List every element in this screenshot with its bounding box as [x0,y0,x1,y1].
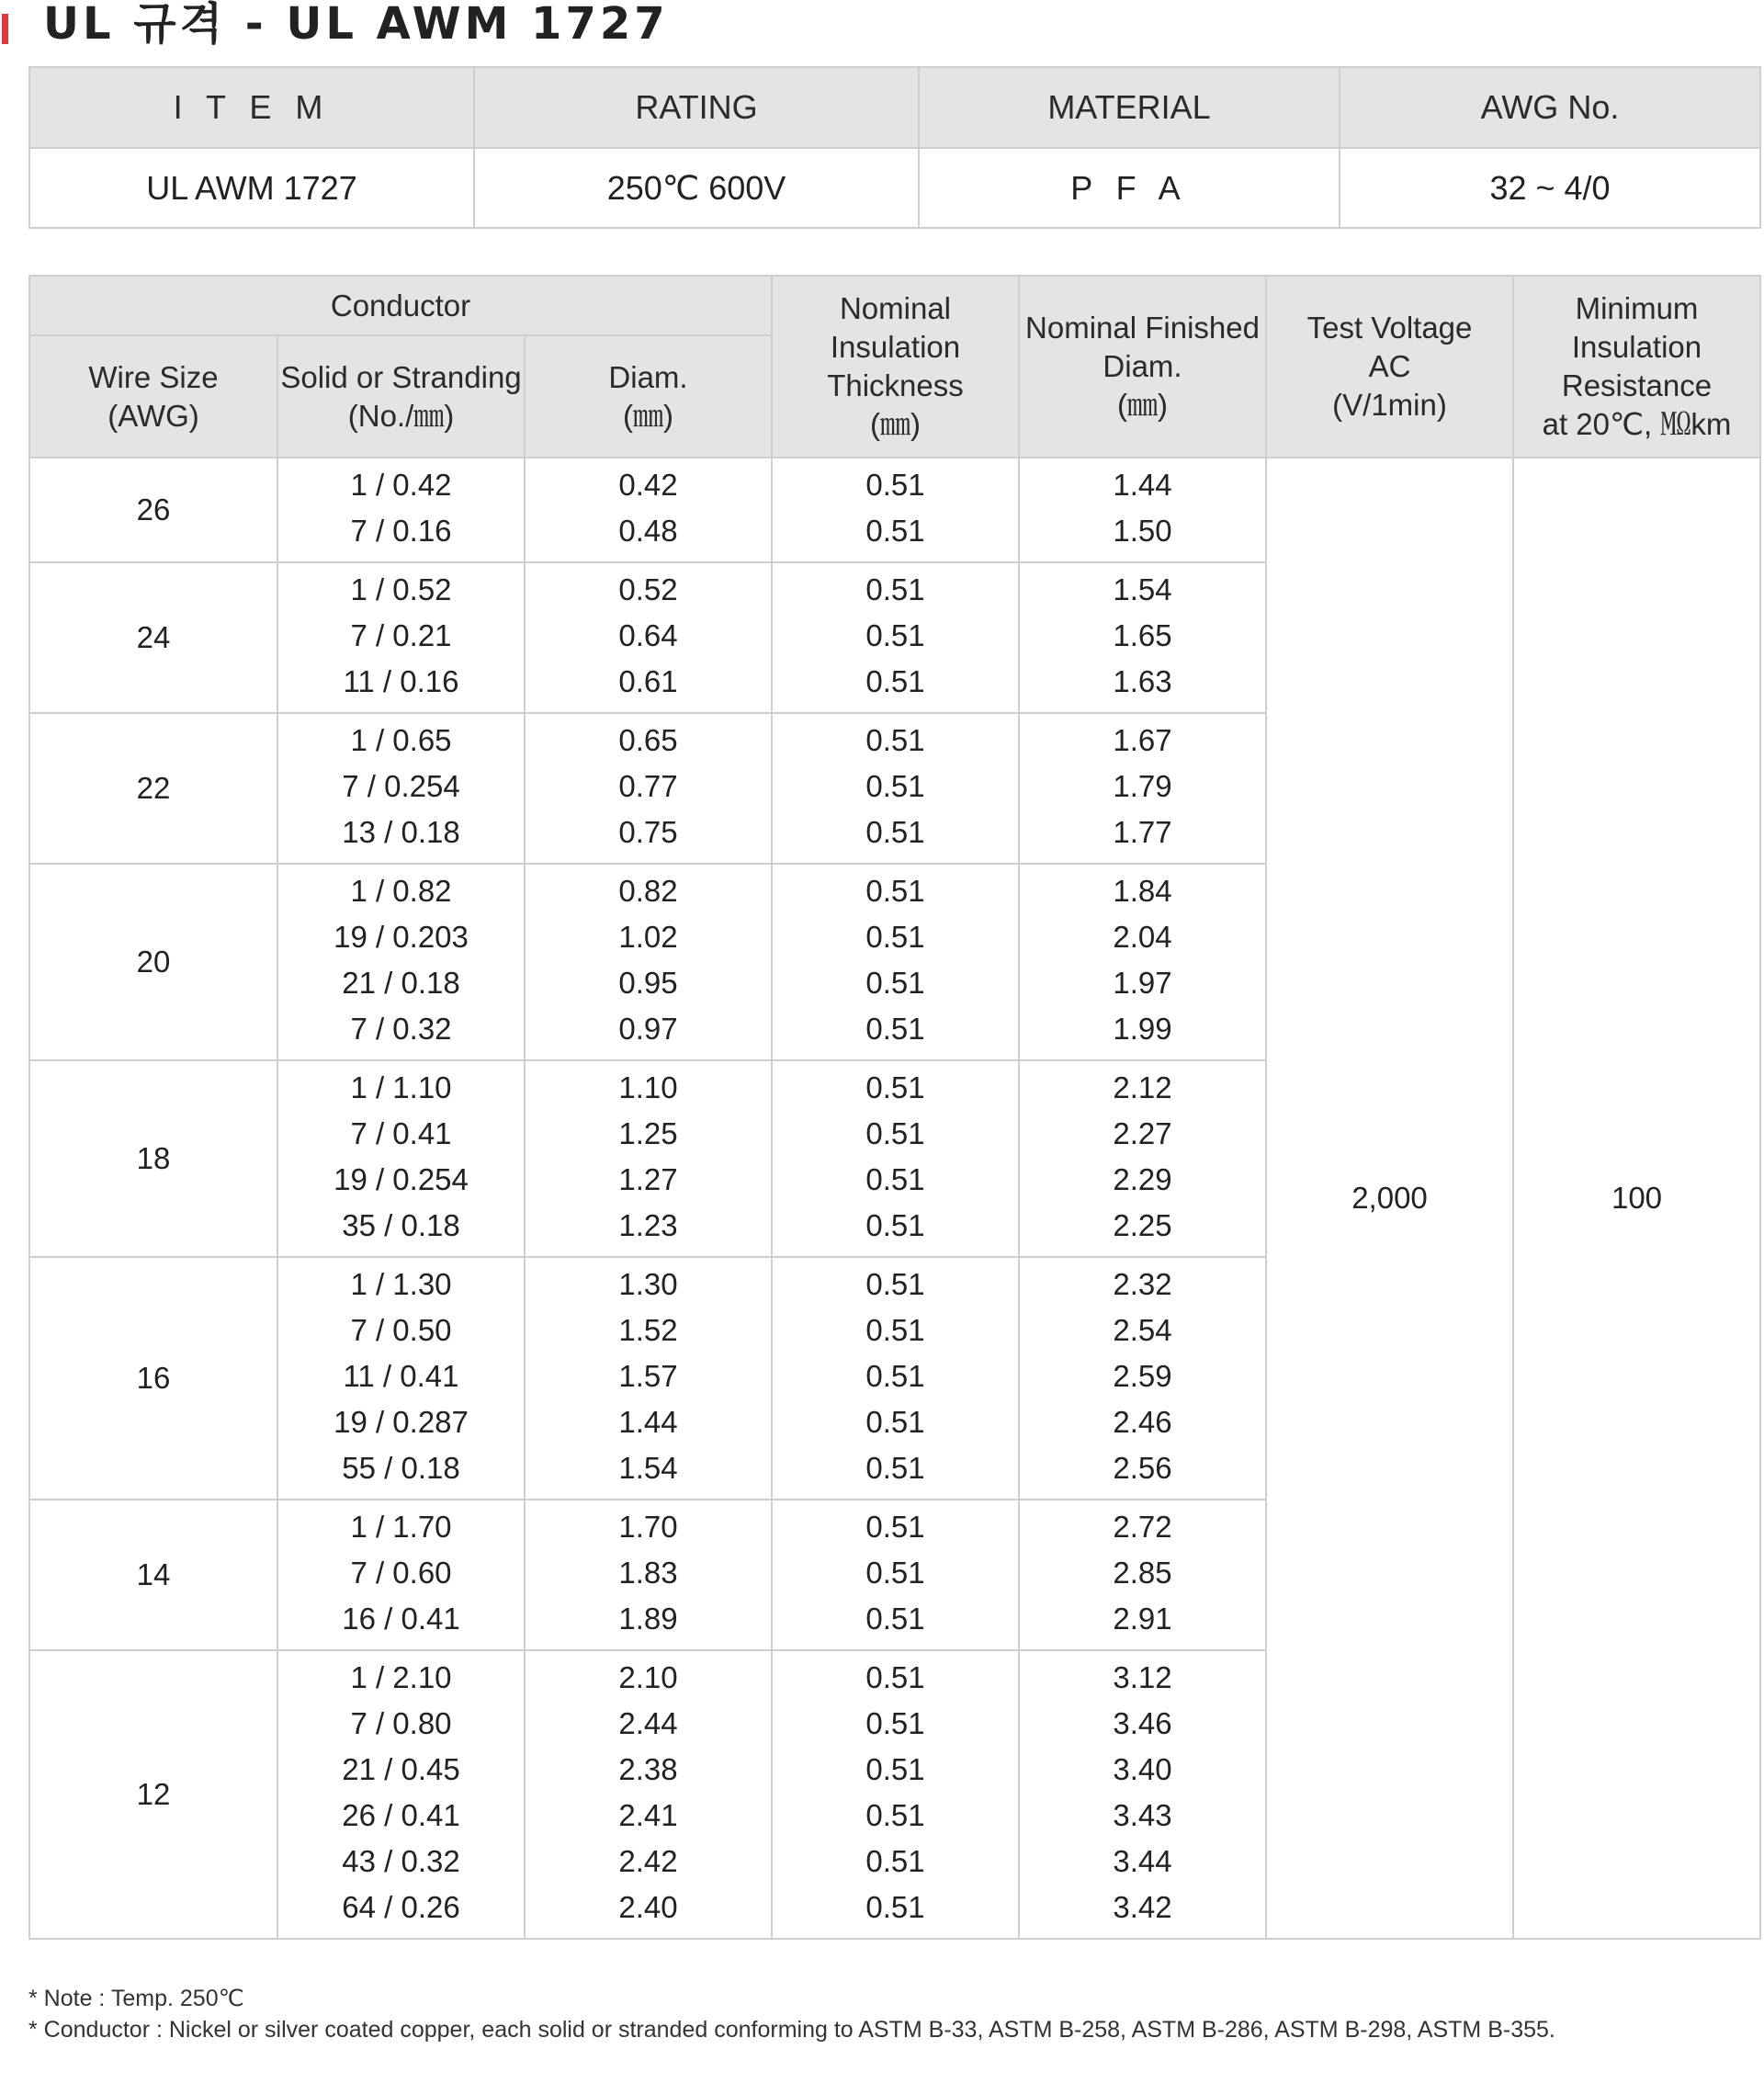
cell-test-voltage: 2,000 [1266,458,1513,1939]
summary-rating-value: 250℃ 600V [474,148,919,228]
cell-strands-line: 43 / 0.32 [342,1844,460,1878]
cell-finished-line: 3.40 [1113,1752,1172,1786]
cell-diam-line: 1.83 [618,1556,678,1590]
cell-thickness-line: 0.51 [865,572,925,606]
cell-awg: 16 [29,1257,277,1500]
cell-finished-line: 2.12 [1113,1070,1172,1104]
cell-strands [277,458,525,562]
cell-strands-line: 7 / 0.32 [350,1012,452,1046]
cell-finished [1019,1257,1266,1500]
cell-finished-line: 2.91 [1113,1602,1172,1636]
cell-thickness-line: 0.51 [865,1660,925,1694]
cell-thickness-line: 0.51 [865,769,925,803]
cell-strands-line: 19 / 0.287 [334,1405,469,1439]
cell-thickness-line: 0.51 [865,1798,925,1832]
cell-diam-line: 1.54 [618,1451,678,1485]
cell-diam-line: 2.41 [618,1798,678,1832]
cell-finished-line: 1.65 [1113,618,1172,652]
cell-thickness-line: 0.51 [865,1556,925,1590]
cell-finished [1019,458,1266,562]
cell-awg: 14 [29,1500,277,1650]
cell-strands [277,562,525,713]
header-nominal-finished: Nominal Finished Diam. (㎜) [1019,276,1266,458]
cell-finished-line: 1.63 [1113,664,1172,698]
cell-strands-line: 7 / 0.41 [350,1116,452,1150]
header-solid-or-stranding: Solid or Stranding (No./㎜) [277,335,525,458]
summary-material-value: P F A [919,148,1340,228]
cell-awg: 20 [29,864,277,1060]
cell-diam-line: 1.30 [618,1267,678,1301]
cell-diam-line: 0.65 [618,723,678,757]
spec-table [28,275,1761,1940]
cell-finished-line: 2.72 [1113,1510,1172,1544]
cell-diam-line: 1.27 [618,1162,678,1196]
cell-thickness-line: 0.51 [865,1890,925,1924]
cell-finished-line: 2.56 [1113,1451,1172,1485]
cell-diam-line: 0.61 [618,664,678,698]
cell-awg: 24 [29,562,277,713]
cell-thickness-line: 0.51 [865,920,925,954]
cell-thickness [772,1257,1019,1500]
cell-finished-line: 3.46 [1113,1706,1172,1740]
cell-strands-line: 7 / 0.21 [350,618,452,652]
cell-finished-line: 2.25 [1113,1208,1172,1242]
cell-strands-line: 1 / 1.70 [350,1510,452,1544]
cell-diam-line: 1.89 [618,1602,678,1636]
cell-thickness-line: 0.51 [865,1844,925,1878]
cell-finished [1019,1500,1266,1650]
cell-diam-line: 0.95 [618,966,678,1000]
note-conductor: * Conductor : Nickel or silver coated copper, each solid or stranded conforming to ASTM B-33, ASTM B-258, ASTM B-286, ASTM B-298, ASTM B-355. [28,2017,1555,2043]
cell-thickness-line: 0.51 [865,664,925,698]
cell-thickness [772,1500,1019,1650]
cell-finished-line: 3.44 [1113,1844,1172,1878]
summary-awg-value: 32 ~ 4/0 [1340,148,1760,228]
cell-strands [277,1500,525,1650]
cell-diam-line: 2.38 [618,1752,678,1786]
cell-diam-line: 1.57 [618,1359,678,1393]
cell-thickness-line: 0.51 [865,1208,925,1242]
cell-strands-line: 1 / 1.10 [350,1070,452,1104]
cell-strands-line: 1 / 2.10 [350,1660,452,1694]
cell-strands-line: 21 / 0.45 [342,1752,460,1786]
cell-thickness-line: 0.51 [865,723,925,757]
cell-strands-line: 7 / 0.16 [350,514,452,548]
header-min-insulation: Minimum Insulation Resistance at 20℃, ㏁km [1513,276,1760,458]
cell-strands-line: 19 / 0.203 [334,920,469,954]
cell-thickness-line: 0.51 [865,1070,925,1104]
cell-thickness-line: 0.51 [865,1162,925,1196]
title-accent-bar [2,14,8,44]
cell-awg: 12 [29,1650,277,1939]
cell-finished [1019,562,1266,713]
cell-finished-line: 3.42 [1113,1890,1172,1924]
cell-thickness-line: 0.51 [865,1706,925,1740]
summary-table [28,66,1761,229]
summary-header-item: I T E M [29,67,474,148]
summary-header-row [29,67,1760,148]
note-temp: * Note : Temp. 250℃ [28,1986,244,2011]
cell-thickness-line: 0.51 [865,815,925,849]
cell-strands-line: 7 / 0.254 [342,769,460,803]
cell-strands-line: 1 / 0.82 [350,874,452,908]
cell-strands-line: 64 / 0.26 [342,1890,460,1924]
header-nominal-insulation: Nominal Insulation Thickness (㎜) [772,276,1019,458]
cell-diam-line: 1.52 [618,1313,678,1347]
summary-header-material: MATERIAL [919,67,1340,148]
cell-strands-line: 1 / 1.30 [350,1267,452,1301]
cell-strands-line: 55 / 0.18 [342,1451,460,1485]
cell-diam-line: 0.77 [618,769,678,803]
cell-strands [277,1650,525,1939]
cell-strands-line: 7 / 0.60 [350,1556,452,1590]
cell-diam-line: 0.48 [618,514,678,548]
cell-finished [1019,713,1266,864]
cell-strands [277,713,525,864]
cell-thickness-line: 0.51 [865,1359,925,1393]
cell-thickness-line: 0.51 [865,1267,925,1301]
header-diam: Diam. (㎜) [525,335,772,458]
cell-strands-line: 19 / 0.254 [334,1162,469,1196]
cell-diam-line: 1.25 [618,1116,678,1150]
cell-diam [525,1500,772,1650]
cell-diam [525,1257,772,1500]
cell-diam-line: 0.64 [618,618,678,652]
summary-header-rating: RATING [474,67,919,148]
cell-thickness [772,458,1019,562]
cell-strands-line: 16 / 0.41 [342,1602,460,1636]
cell-diam-line: 0.82 [618,874,678,908]
cell-min-insulation: 100 [1513,458,1760,1939]
header-test-voltage: Test Voltage AC (V/1min) [1266,276,1513,458]
cell-thickness-line: 0.51 [865,618,925,652]
cell-strands-line: 11 / 0.16 [343,664,459,698]
cell-strands [277,864,525,1060]
cell-finished-line: 2.85 [1113,1556,1172,1590]
summary-value-row [29,148,1760,228]
cell-finished-line: 2.59 [1113,1359,1172,1393]
cell-thickness [772,1060,1019,1257]
cell-diam [525,864,772,1060]
cell-thickness [772,562,1019,713]
table-row [29,458,1760,562]
cell-strands-line: 21 / 0.18 [342,966,460,1000]
cell-diam-line: 2.40 [618,1890,678,1924]
cell-strands-line: 1 / 0.42 [350,468,452,502]
cell-finished-line: 2.46 [1113,1405,1172,1439]
cell-strands-line: 35 / 0.18 [342,1208,460,1242]
cell-finished-line: 1.44 [1113,468,1172,502]
cell-strands-line: 13 / 0.18 [342,815,460,849]
cell-finished-line: 2.29 [1113,1162,1172,1196]
cell-thickness-line: 0.51 [865,1405,925,1439]
cell-diam-line: 1.23 [618,1208,678,1242]
cell-finished-line: 1.77 [1113,815,1172,849]
cell-thickness-line: 0.51 [865,1602,925,1636]
cell-finished-line: 2.27 [1113,1116,1172,1150]
cell-strands [277,1060,525,1257]
summary-item-value: UL AWM 1727 [29,148,474,228]
cell-diam-line: 1.10 [618,1070,678,1104]
cell-strands-line: 11 / 0.41 [343,1359,459,1393]
cell-finished-line: 2.54 [1113,1313,1172,1347]
page-title: UL 규격 - UL AWM 1727 [43,0,669,50]
cell-thickness-line: 0.51 [865,1012,925,1046]
spec-table-body [29,458,1760,1939]
cell-finished-line: 1.79 [1113,769,1172,803]
notes [28,1983,1756,2045]
cell-strands-line: 1 / 0.52 [350,572,452,606]
cell-diam-line: 2.10 [618,1660,678,1694]
cell-strands-line: 26 / 0.41 [342,1798,460,1832]
cell-thickness [772,864,1019,1060]
cell-diam-line: 2.42 [618,1844,678,1878]
cell-finished-line: 3.12 [1113,1660,1172,1694]
cell-diam [525,1060,772,1257]
cell-thickness-line: 0.51 [865,966,925,1000]
cell-finished [1019,864,1266,1060]
cell-diam-line: 1.02 [618,920,678,954]
cell-thickness-line: 0.51 [865,874,925,908]
page-title-bar [0,0,1764,51]
cell-finished-line: 1.84 [1113,874,1172,908]
header-wire-size: Wire Size (AWG) [29,335,277,458]
cell-diam-line: 0.97 [618,1012,678,1046]
cell-finished-line: 1.97 [1113,966,1172,1000]
cell-thickness-line: 0.51 [865,514,925,548]
cell-finished-line: 1.67 [1113,723,1172,757]
cell-diam-line: 0.52 [618,572,678,606]
cell-diam-line: 2.44 [618,1706,678,1740]
cell-diam-line: 1.44 [618,1405,678,1439]
cell-finished [1019,1060,1266,1257]
cell-diam [525,562,772,713]
cell-finished-line: 3.43 [1113,1798,1172,1832]
cell-strands-line: 7 / 0.80 [350,1706,452,1740]
summary-header-awg: AWG No. [1340,67,1760,148]
cell-diam [525,1650,772,1939]
cell-diam-line: 0.42 [618,468,678,502]
cell-awg: 26 [29,458,277,562]
cell-diam [525,713,772,864]
cell-diam-line: 0.75 [618,815,678,849]
cell-awg: 18 [29,1060,277,1257]
cell-finished [1019,1650,1266,1939]
cell-diam-line: 1.70 [618,1510,678,1544]
cell-strands [277,1257,525,1500]
header-conductor: Conductor [29,276,772,335]
cell-strands-line: 7 / 0.50 [350,1313,452,1347]
cell-thickness-line: 0.51 [865,1313,925,1347]
cell-finished-line: 2.32 [1113,1267,1172,1301]
cell-thickness-line: 0.51 [865,1116,925,1150]
cell-thickness [772,713,1019,864]
spec-header-row-1 [29,276,1760,335]
cell-strands-line: 1 / 0.65 [350,723,452,757]
cell-finished-line: 1.50 [1113,514,1172,548]
cell-thickness-line: 0.51 [865,1451,925,1485]
cell-finished-line: 2.04 [1113,920,1172,954]
cell-thickness-line: 0.51 [865,468,925,502]
cell-awg: 22 [29,713,277,864]
cell-finished-line: 1.99 [1113,1012,1172,1046]
cell-thickness-line: 0.51 [865,1752,925,1786]
cell-finished-line: 1.54 [1113,572,1172,606]
cell-diam [525,458,772,562]
cell-thickness-line: 0.51 [865,1510,925,1544]
cell-thickness [772,1650,1019,1939]
